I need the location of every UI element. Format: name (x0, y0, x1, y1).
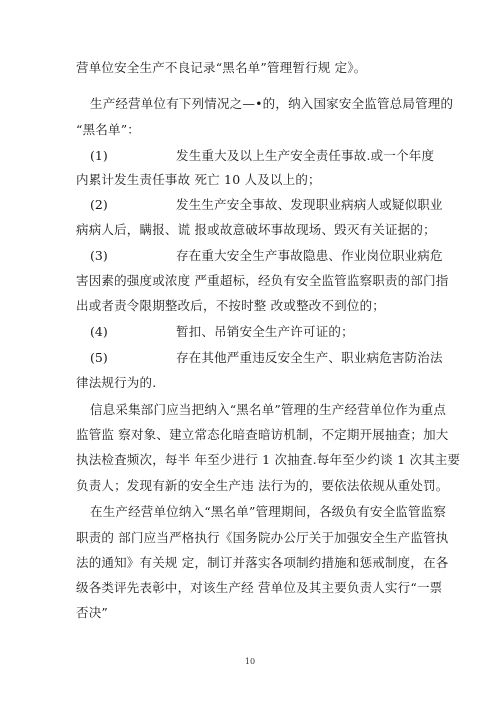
list-item-number: (5) (90, 350, 108, 365)
text-line: 发生生产安全事故、发现职业病病人或疑似职业 (176, 197, 443, 212)
text-line: 害因素的强度或浓度 严重超标，经负有安全监管监察职责的部门指 (76, 273, 449, 288)
text-line: 营单位安全生产不良记录“黑名单”管理暂行规 定》。 (76, 60, 367, 75)
text-line: 生产经营单位有下列情况之—•的，纳入国家安全监管总局管理的 (90, 96, 454, 111)
text-line: 存在重大安全生产事故隐患、作业岗位职业病危 (176, 248, 443, 263)
text-line: 出或者责令限期整改后，不按时整 改或整改不到位的； (76, 298, 385, 313)
text-line: 在生产经营单位纳入“黑名单”管理期间，各级负有安全监管监察 (90, 504, 447, 519)
text-line: “黑名单”： (76, 122, 140, 137)
text-line: 否决” (76, 605, 108, 620)
text-line: 监管监 察对象、建立常态化暗查暗访机制，不定期开展抽查；加大 (76, 427, 449, 442)
list-item-number: (4) (90, 324, 108, 339)
text-line: 级各类评先表彰中，对该生产经 营单位及其主要负责人实行“一票 (76, 580, 443, 595)
text-line: 内累计发生责任事故 死亡 10 人及以上的； (76, 172, 321, 187)
text-line: 负责人；发现有新的安全生产违 法行为的，要依法依规从重处罚。 (76, 478, 449, 493)
text-line: 职责的 部门应当严格执行《国务院办公厅关于加强安全生产监管执 (76, 530, 449, 545)
text-line: 存在其他严重违反安全生产、职业病危害防治法 (176, 350, 443, 365)
text-line: 病病人后，瞒报、谎 报或故意破坏事故现场、毁灭有关证据的； (76, 222, 436, 237)
text-line: 暂扣、吊销安全生产许可证的； (176, 324, 354, 339)
text-line: 律法规行为的. (76, 375, 157, 390)
text-line: 执法检査频次，每半 年至少进行 1 次抽査.每年至少约谈 1 次其主要 (76, 452, 461, 467)
list-item-number: (3) (90, 248, 108, 263)
list-item-number: (2) (90, 197, 108, 212)
text-line: 法的通知》有关规 定，制订并落实各项制约措施和惩戒制度，在各 (76, 555, 449, 570)
text-line: 信息采集部门应当把纳入“黑名单”管理的生产经营单位作为重点 (90, 402, 447, 417)
page-number: 10 (244, 657, 256, 666)
list-item-number: (1) (90, 148, 108, 163)
text-line: 发生重大及以上生产安全责任事故.或一个年度 (176, 148, 435, 163)
